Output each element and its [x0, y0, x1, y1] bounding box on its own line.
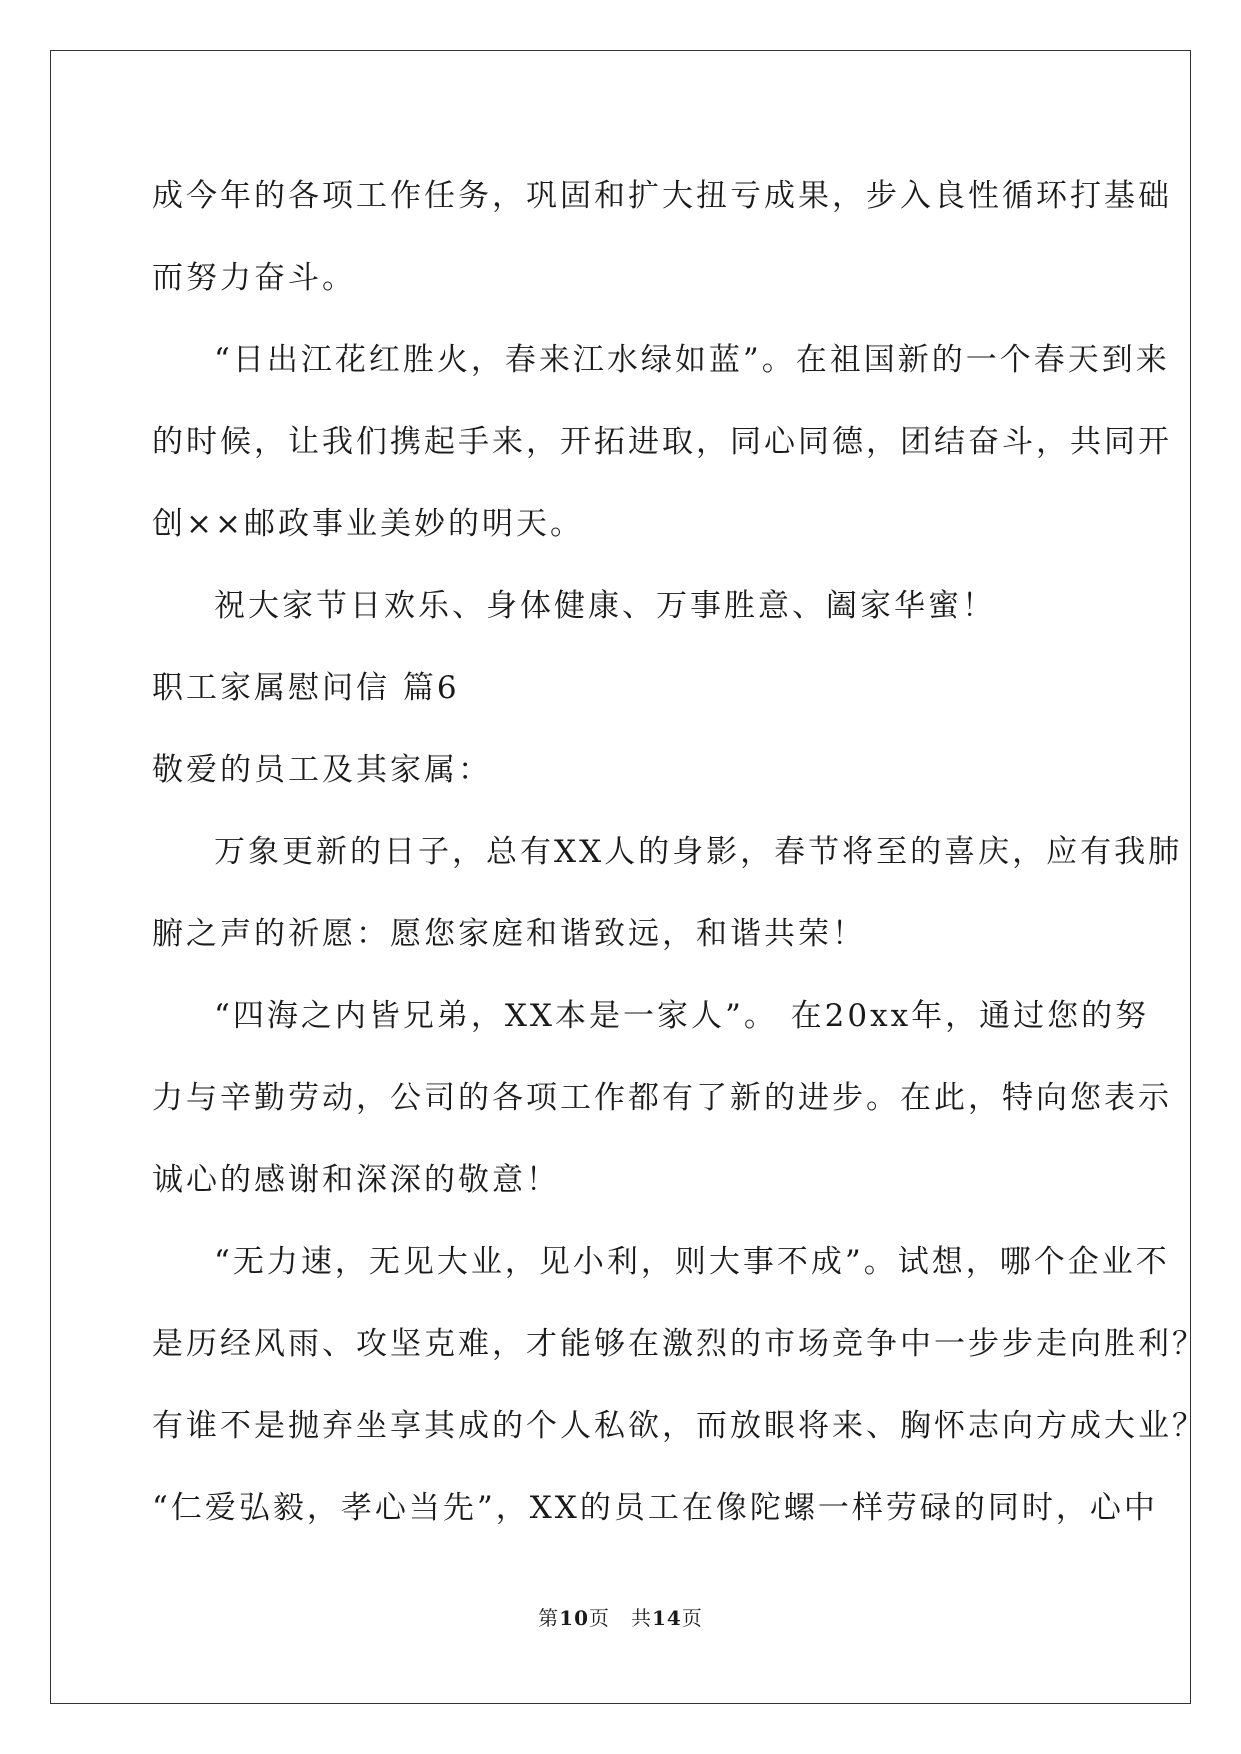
text-line: 祝大家节日欢乐、身体健康、万事胜意、阖家华蜜！: [214, 588, 996, 624]
text-line: 职工家属慰问信 篇6: [152, 670, 460, 706]
document-body: [152, 166, 1206, 1560]
text-line: 腑之声的祈愿：愿您家庭和谐致远，和谐共荣！: [152, 916, 866, 952]
text-line: 的时候，让我们携起手来，开拓进取，同心同德，团结奋斗，共同开: [152, 424, 1172, 460]
current-page-number: 10: [559, 1606, 589, 1630]
text-line: 有谁不是抛弃坐享其成的个人私欲，而放眼将来、胸怀志向方成大业？: [152, 1408, 1206, 1444]
footer-suffix: 页: [681, 1606, 703, 1630]
text-line: 成今年的各项工作任务，巩固和扩大扭亏成果，步入良性循环打基础: [152, 178, 1172, 214]
text-line: 敬爱的员工及其家属：: [152, 752, 492, 788]
footer-middle: 页 共: [589, 1606, 652, 1630]
text-line: “仁爱弘毅，孝心当先”，XX的员工在像陀螺一样劳碌的同时，心中: [152, 1490, 1158, 1526]
text-line: 万象更新的日子，总有XX人的身影，春节将至的喜庆，应有我肺: [214, 834, 1183, 870]
text-line: 诚心的感谢和深深的敬意！: [152, 1162, 560, 1198]
text-line: 力与辛勤劳动，公司的各项工作都有了新的进步。在此，特向您表示: [152, 1080, 1172, 1116]
text-line: “日出江花红胜火，春来江水绿如蓝”。在祖国新的一个春天到来: [214, 342, 1170, 378]
total-pages-number: 14: [652, 1606, 682, 1630]
footer-prefix: 第: [538, 1606, 560, 1630]
page-footer: [0, 1604, 1241, 1632]
text-line: 是历经风雨、攻坚克难，才能够在激烈的市场竞争中一步步走向胜利？: [152, 1326, 1206, 1362]
text-line: 创××邮政事业美妙的明天。: [152, 506, 584, 542]
text-line: 而努力奋斗。: [152, 260, 356, 296]
text-line: “四海之内皆兄弟，XX本是一家人”。 在20xx年，通过您的努: [214, 998, 1150, 1034]
text-line: “无力速，无见大业，见小利，则大事不成”。试想，哪个企业不: [214, 1244, 1170, 1280]
